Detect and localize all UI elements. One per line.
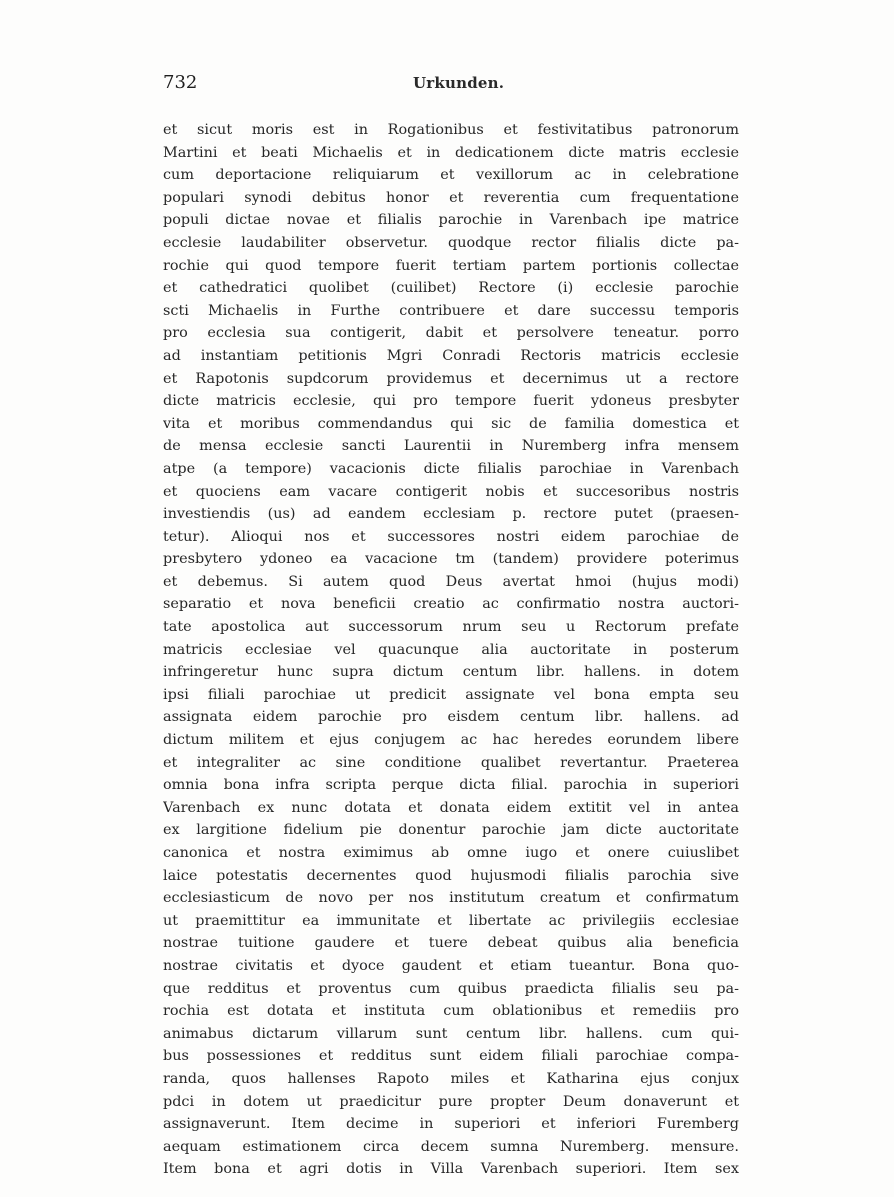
text-line: assignaverunt. Item decime in superiori et inferiori Furemberg xyxy=(163,1116,739,1133)
text-line: scti Michaelis in Furthe contribuere et dare successu temporis xyxy=(163,302,739,319)
text-line: canonica et nostra eximimus ab omne iugo et onere cuiuslibet xyxy=(163,845,739,861)
text-line: tate apostolica aut successorum nrum seu u Rectorum prefate xyxy=(163,619,739,636)
page-header xyxy=(163,72,739,96)
text-line: et integraliter ac sine conditione qualibet revertantur. Praeterea xyxy=(163,754,739,771)
text-line: animabus dictarum villarum sunt centum libr. hallens. cum qui- xyxy=(163,1025,739,1042)
text-line: aequam estimationem circa decem sumna Nuremberg. mensure. xyxy=(163,1138,739,1155)
page-number: 732 xyxy=(163,72,198,93)
text-line: laice potestatis decernentes quod hujusmodi filialis parochia sive xyxy=(163,867,739,884)
text-line: vita et moribus commendandus qui sic de familia domestica et xyxy=(163,415,739,432)
text-line: randa, quos hallenses Rapoto miles et Katharina ejus conjux xyxy=(163,1070,739,1087)
text-line: rochia est dotata et instituta cum oblationibus et remediis pro xyxy=(163,1003,739,1020)
text-line: pro ecclesia sua contigerit, dabit et persolvere teneatur. porro xyxy=(163,325,739,342)
text-line: nostrae civitatis et dyoce gaudent et etiam tueantur. Bona quo- xyxy=(163,957,739,974)
text-line: Martini et beati Michaelis et in dedicationem dicte matris ecclesie xyxy=(163,144,739,161)
text-line: et Rapotonis supdcorum providemus et decernimus ut a rectore xyxy=(163,370,739,387)
text-line: infringeretur hunc supra dictum centum libr. hallens. in dotem xyxy=(163,664,739,681)
text-line: ipsi filiali parochiae ut predicit assignate vel bona empta seu xyxy=(163,686,739,703)
text-line: et quociens eam vacare contigerit nobis et succesoribus nostris xyxy=(163,483,739,500)
text-line: investiendis (us) ad eandem ecclesiam p. rectore putet (praesen- xyxy=(163,506,739,523)
text-line: tetur). Alioqui nos et successores nostri eidem parochiae de xyxy=(163,528,739,545)
text-line: Item bona et agri dotis in Villa Varenbach superiori. Item sex xyxy=(163,1161,739,1178)
text-line: presbytero ydoneo ea vacacione tm (tandem) providere poterimus xyxy=(163,551,739,568)
text-line: cum deportacione reliquiarum et vexillorum ac in celebratione xyxy=(163,167,739,184)
text-line: populari synodi debitus honor et reverentia cum frequentatione xyxy=(163,189,739,206)
text-line: dictum militem et ejus conjugem ac hac heredes eorundem libere xyxy=(163,732,739,749)
text-line: ex largitione fidelium pie donentur parochie jam dicte auctoritate xyxy=(163,822,739,839)
running-title: Urkunden. xyxy=(413,74,505,92)
text-line: atpe (a tempore) vacacionis dicte filialis parochiae in Varenbach xyxy=(163,460,739,477)
body-text xyxy=(163,119,739,1181)
text-line: de mensa ecclesie sancti Laurentii in Nuremberg infra mensem xyxy=(163,438,739,455)
text-line: assignata eidem parochie pro eisdem centum libr. hallens. ad xyxy=(163,709,739,726)
text-line: que redditus et proventus cum quibus praedicta filialis seu pa- xyxy=(163,980,739,997)
text-line: ut praemittitur ea immunitate et libertate ac privilegiis ecclesiae xyxy=(163,912,739,929)
text-line: ecclesie laudabiliter observetur. quodque rector filialis dicte pa- xyxy=(163,234,739,251)
text-line: nostrae tuitione gaudere et tuere debeat quibus alia beneficia xyxy=(163,935,739,952)
text-line: separatio et nova beneficii creatio ac confirmatio nostra auctori- xyxy=(163,596,739,613)
text-line: et cathedratici quolibet (cuilibet) Rectore (i) ecclesie parochie xyxy=(163,280,739,297)
text-line: matricis ecclesiae vel quacunque alia auctoritate in posterum xyxy=(163,641,739,658)
text-line: ecclesiasticum de novo per nos institutum creatum et confirmatum xyxy=(163,890,739,907)
text-line: bus possessiones et redditus sunt eidem filiali parochiae compa- xyxy=(163,1048,739,1065)
text-line: et sicut moris est in Rogationibus et festivitatibus patronorum xyxy=(163,122,739,138)
text-line: ad instantiam petitionis Mgri Conradi Rectoris matricis ecclesie xyxy=(163,347,739,364)
text-line: Varenbach ex nunc dotata et donata eidem extitit vel in antea xyxy=(163,799,739,816)
text-line: rochie qui quod tempore fuerit tertiam partem portionis collectae xyxy=(163,257,739,274)
text-line: pdci in dotem ut praedicitur pure propter Deum donaverunt et xyxy=(163,1093,739,1110)
text-line: omnia bona infra scripta perque dicta filial. parochia in superiori xyxy=(163,777,739,794)
text-line: populi dictae novae et filialis parochie in Varenbach ipe matrice xyxy=(163,212,739,229)
text-line: dicte matricis ecclesie, qui pro tempore fuerit ydoneus presbyter xyxy=(163,393,739,410)
text-line: et debemus. Si autem quod Deus avertat hmoi (hujus modi) xyxy=(163,573,739,590)
